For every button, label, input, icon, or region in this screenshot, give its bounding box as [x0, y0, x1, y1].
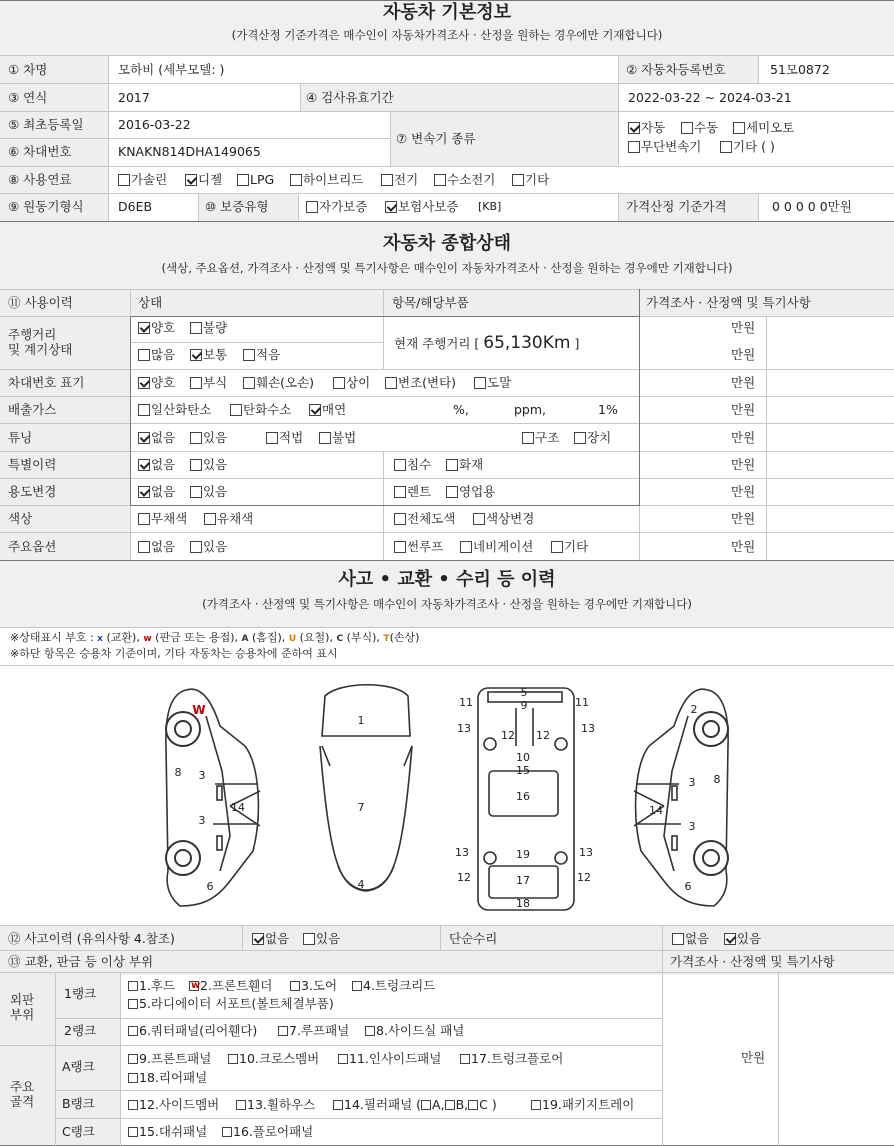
tuning-structure-checkbox[interactable] — [522, 432, 534, 444]
trans-semi-checkbox[interactable] — [733, 122, 745, 134]
part-4-checkbox[interactable] — [352, 981, 362, 991]
rankB-label: B랭크 — [62, 1096, 95, 1111]
vin-diff-checkbox[interactable] — [333, 377, 345, 389]
color-label: 색상 — [8, 511, 33, 526]
options-exists-option[interactable]: 있음 — [190, 540, 227, 554]
options-sunroof-option[interactable]: 썬루프 — [394, 540, 443, 554]
special-none-checkbox[interactable] — [138, 459, 150, 471]
tuning-label: 튜닝 — [8, 430, 33, 445]
first-reg-value: 2016-03-22 — [118, 117, 191, 132]
svg-text:14: 14 — [231, 801, 245, 814]
repair-exists-checkbox[interactable] — [724, 933, 736, 945]
part-13-item[interactable]: 13.휠하우스 — [236, 1098, 315, 1112]
purpose-price-unit: 만원 — [731, 484, 756, 499]
purpose-rent-checkbox[interactable] — [394, 486, 406, 498]
car-body-diagram — [0, 666, 894, 924]
special-exists-option[interactable]: 있음 — [190, 458, 227, 472]
svg-text:13: 13 — [457, 722, 471, 735]
svg-text:12: 12 — [577, 871, 591, 884]
fuel-gasoline-checkbox[interactable] — [118, 174, 130, 186]
vin-mark-label: 차대번호 표기 — [8, 375, 85, 390]
em-smoke-option[interactable]: 매연 — [309, 403, 346, 417]
legend-w: w — [143, 634, 152, 644]
part-1-item[interactable]: 1.후드 — [128, 979, 175, 993]
color-fullpaint-option[interactable]: 전체도색 — [394, 512, 455, 526]
svg-text:12: 12 — [536, 729, 550, 742]
fuel-hydrogen-option[interactable]: 수소전기 — [434, 173, 495, 187]
car-name-label: ① 차명 — [8, 62, 48, 77]
part-9-item[interactable]: 9.프론트패널 — [128, 1052, 211, 1066]
repair-exists-option[interactable]: 있음 — [724, 932, 761, 946]
status-title: 자동차 종합상태 — [383, 233, 511, 254]
part-16-item[interactable]: 16.플로어패널 — [222, 1125, 313, 1139]
part-13-checkbox[interactable] — [236, 1100, 246, 1110]
em-co-checkbox[interactable] — [138, 404, 150, 416]
purpose-none-option[interactable]: 없음 — [138, 485, 175, 499]
mileage-normal-checkbox[interactable] — [190, 349, 202, 361]
svg-text:8: 8 — [713, 773, 721, 786]
warranty-kb: [KB] — [478, 200, 502, 213]
part-5-item[interactable]: 5.라디에이터 서포트(볼트체결부품) — [128, 997, 334, 1011]
vin-alter-checkbox[interactable] — [385, 377, 397, 389]
trans-semi-option[interactable]: 세미오토 — [733, 121, 794, 135]
tuning-legal-option[interactable]: 적법 — [266, 431, 303, 445]
fuel-hybrid-option[interactable]: 하이브리드 — [290, 173, 363, 187]
fuel-diesel-option[interactable]: 디젤 — [185, 173, 222, 187]
svg-text:3: 3 — [688, 820, 696, 833]
legend-x: x — [97, 634, 103, 644]
accident-exists-checkbox[interactable] — [303, 933, 315, 945]
accident-title: 사고 • 교환 • 수리 등 이력 — [338, 569, 556, 590]
fuel-other-checkbox[interactable] — [512, 174, 524, 186]
col-price-header: 가격조사 · 산정액 및 특기사항 — [646, 295, 811, 310]
vin-alter-option[interactable]: 변조(변타) — [385, 376, 456, 390]
legend-note: ※하단 항목은 승용차 기준이며, 기타 자동차는 승용차에 준하여 표시 — [10, 647, 338, 660]
part-18-item[interactable]: 18.리어패널 — [128, 1071, 207, 1085]
mileage-label-1: 주행거리 — [8, 327, 57, 342]
options-navi-checkbox[interactable] — [460, 541, 472, 553]
vin-damage-checkbox[interactable] — [243, 377, 255, 389]
options-label: 주요옵션 — [8, 539, 57, 554]
pillar-a-checkbox[interactable] — [421, 1100, 431, 1110]
exchange-price-header: 가격조사 · 산정액 및 특기사항 — [670, 954, 835, 969]
svg-text:1: 1 — [357, 714, 365, 727]
mileage-few-checkbox[interactable] — [243, 349, 255, 361]
color-change-checkbox[interactable] — [473, 513, 485, 525]
rank2-label: 2랭크 — [64, 1023, 97, 1038]
pillar-b-checkbox[interactable] — [445, 1100, 455, 1110]
svg-text:10: 10 — [516, 751, 530, 764]
tuning-none-option[interactable]: 없음 — [138, 431, 175, 445]
part-6-item[interactable]: 6.쿼터패널(리어휀다) — [128, 1024, 257, 1038]
part-7-checkbox[interactable] — [278, 1026, 288, 1036]
vin-price-unit: 만원 — [731, 375, 756, 390]
vin-good-checkbox[interactable] — [138, 377, 150, 389]
special-fire-option[interactable]: 화재 — [446, 458, 483, 472]
part-5-checkbox[interactable] — [128, 999, 138, 1009]
vin-good-option[interactable]: 양호 — [138, 376, 175, 390]
pillar-c-checkbox[interactable] — [468, 1100, 478, 1110]
special-flood-checkbox[interactable] — [394, 459, 406, 471]
legend-c: C — [336, 634, 344, 644]
emission-label: 배출가스 — [8, 402, 57, 417]
special-fire-checkbox[interactable] — [446, 459, 458, 471]
svg-text:12: 12 — [501, 729, 515, 742]
trans-cvt-checkbox[interactable] — [628, 141, 640, 153]
basic-info-subtitle: (가격산정 기준가격은 매수인이 자동차가격조사 · 산정을 원하는 경우에만 기재합니다) — [231, 28, 663, 42]
accident-none-option[interactable]: 없음 — [252, 932, 289, 946]
svg-text:3: 3 — [198, 769, 206, 782]
part-17-item[interactable]: 17.트렁크플로어 — [460, 1052, 563, 1066]
year-value: 2017 — [118, 90, 150, 105]
trans-manual-checkbox[interactable] — [681, 122, 693, 134]
part-12-checkbox[interactable] — [128, 1100, 138, 1110]
purpose-business-checkbox[interactable] — [446, 486, 458, 498]
svg-text:4: 4 — [357, 878, 365, 891]
reg-no-label: ② 자동차등록번호 — [626, 62, 726, 77]
status-subtitle: (색상, 주요옵션, 가격조사 · 산정액 및 특기사항은 매수인이 자동차가격조사 · 산정을 원하는 경우에만 기재합니다) — [161, 261, 733, 275]
warranty-self-option[interactable]: 자가보증 — [306, 200, 367, 214]
mileage-price-unit-2: 만원 — [731, 347, 756, 362]
mileage-bad-option[interactable]: 불량 — [190, 321, 227, 335]
tuning-legal-checkbox[interactable] — [266, 432, 278, 444]
fuel-gasoline-option[interactable]: 가솔린 — [118, 173, 167, 187]
outer-panel-label-2: 부위 — [10, 1007, 35, 1022]
svg-text:7: 7 — [357, 801, 365, 814]
accident-none-checkbox[interactable] — [252, 933, 264, 945]
inspection-label: ④ 검사유효기간 — [306, 90, 394, 105]
part-1-checkbox[interactable] — [128, 981, 138, 991]
color-change-option[interactable]: 색상변경 — [473, 512, 534, 526]
mileage-many-option[interactable]: 많음 — [138, 348, 175, 362]
svg-text:18: 18 — [516, 897, 530, 910]
part-4-item[interactable]: 4.트렁크리드 — [352, 979, 435, 993]
options-other-option[interactable]: 기타 — [551, 540, 588, 554]
svg-text:6: 6 — [684, 880, 692, 893]
repair-none-option[interactable]: 없음 — [672, 932, 709, 946]
purpose-exists-checkbox[interactable] — [190, 486, 202, 498]
em-value: 1% — [598, 402, 618, 417]
part-11-checkbox[interactable] — [338, 1054, 348, 1064]
color-chromatic-checkbox[interactable] — [204, 513, 216, 525]
fuel-label: ⑧ 사용연료 — [8, 172, 72, 187]
mileage-price-unit-1: 만원 — [731, 320, 756, 335]
svg-text:8: 8 — [174, 766, 182, 779]
legend-u: U — [288, 634, 297, 644]
special-exists-checkbox[interactable] — [190, 459, 202, 471]
fuel-hydrogen-checkbox[interactable] — [434, 174, 446, 186]
fuel-hybrid-checkbox[interactable] — [290, 174, 302, 186]
svg-text:11: 11 — [459, 696, 473, 709]
main-frame-label-1: 주요 — [10, 1079, 35, 1094]
exchange-label: ⑬ 교환, 판금 등 이상 부위 — [8, 954, 154, 969]
part-19-checkbox[interactable] — [531, 1100, 541, 1110]
fuel-other-option[interactable]: 기타 — [512, 173, 549, 187]
svg-text:14: 14 — [649, 804, 663, 817]
price-value: 0 0 0 0 0만원 — [772, 199, 852, 214]
tuning-device-option[interactable]: 장치 — [574, 431, 611, 445]
trans-auto-option[interactable]: 자동 — [628, 121, 665, 135]
part-8-checkbox[interactable] — [365, 1026, 375, 1036]
svg-text:15: 15 — [516, 764, 530, 777]
purpose-business-option[interactable]: 영업용 — [446, 485, 495, 499]
special-price-unit: 만원 — [731, 457, 756, 472]
part-16-checkbox[interactable] — [222, 1127, 232, 1137]
vin-stolen-checkbox[interactable] — [474, 377, 486, 389]
part-10-checkbox[interactable] — [228, 1054, 238, 1064]
color-price-unit: 만원 — [731, 511, 756, 526]
vin-value: KNAKN814DHA149065 — [118, 144, 261, 159]
warranty-ins-checkbox[interactable] — [385, 201, 397, 213]
color-achromatic-checkbox[interactable] — [138, 513, 150, 525]
options-none-option[interactable]: 없음 — [138, 540, 175, 554]
part-3-checkbox[interactable] — [290, 981, 300, 991]
svg-text:12: 12 — [457, 871, 471, 884]
svg-text:19: 19 — [516, 848, 530, 861]
em-pct: %, — [453, 402, 469, 417]
purpose-rent-option[interactable]: 렌트 — [394, 485, 431, 499]
col-item-header: 항목/해당부품 — [392, 295, 469, 310]
col-state-header: 상태 — [138, 295, 163, 310]
part-8-item[interactable]: 8.사이드실 패널 — [365, 1024, 464, 1038]
options-exists-checkbox[interactable] — [190, 541, 202, 553]
svg-text:13: 13 — [455, 846, 469, 859]
mileage-good-option[interactable]: 양호 — [138, 321, 175, 335]
legend-t: T — [383, 634, 390, 644]
options-navi-option[interactable]: 네비게이션 — [460, 540, 533, 554]
vin-label: ⑥ 차대번호 — [8, 144, 72, 159]
svg-text:17: 17 — [516, 874, 530, 887]
year-label: ③ 연식 — [8, 90, 48, 105]
svg-text:6: 6 — [206, 880, 214, 893]
basic-info-title: 자동차 기본정보 — [383, 2, 511, 23]
svg-text:5: 5 — [520, 686, 528, 699]
options-other-checkbox[interactable] — [551, 541, 563, 553]
transmission-label: ⑦ 변속기 종류 — [396, 131, 476, 146]
accident-subtitle: (가격조사 · 산정액 및 특기사항은 매수인이 자동차가격조사 · 산정을 원하는 경우에만 기재합니다) — [202, 597, 692, 611]
svg-text:3: 3 — [198, 814, 206, 827]
rankA-label: A랭크 — [62, 1059, 95, 1074]
options-none-checkbox[interactable] — [138, 541, 150, 553]
color-achromatic-option[interactable]: 무채색 — [138, 512, 187, 526]
legend-a: A — [241, 634, 249, 644]
mileage-normal-option[interactable]: 보통 — [190, 348, 227, 362]
main-frame-label-2: 골격 — [10, 1094, 35, 1109]
reg-no-value: 51모0872 — [770, 62, 830, 77]
part-15-checkbox[interactable] — [128, 1127, 138, 1137]
price-label: 가격산정 기준가격 — [626, 199, 727, 214]
part-7-item[interactable]: 7.루프패널 — [278, 1024, 349, 1038]
tuning-none-checkbox[interactable] — [138, 432, 150, 444]
vin-stolen-option[interactable]: 도말 — [474, 376, 511, 390]
fuel-diesel-checkbox[interactable] — [185, 174, 197, 186]
svg-text:3: 3 — [688, 776, 696, 789]
svg-text:13: 13 — [579, 846, 593, 859]
accident-history-label: ⑫ 사고이력 (유의사항 4.참조) — [8, 931, 175, 946]
tuning-exists-option[interactable]: 있음 — [190, 431, 227, 445]
tuning-device-checkbox[interactable] — [574, 432, 586, 444]
car-name-value: 모하비 (세부모델: ) — [118, 62, 225, 77]
purpose-exists-option[interactable]: 있음 — [190, 485, 227, 499]
engine-value: D6EB — [118, 199, 153, 214]
vin-diff-option[interactable]: 상이 — [333, 376, 370, 390]
emission-price-unit: 만원 — [731, 402, 756, 417]
exchange-price-unit: 만원 — [741, 1050, 766, 1065]
fuel-electric-checkbox[interactable] — [381, 174, 393, 186]
svg-text:2: 2 — [690, 703, 698, 716]
part-3-item[interactable]: 3.도어 — [290, 979, 337, 993]
first-reg-label: ⑤ 최초등록일 — [8, 117, 84, 132]
svg-text:9: 9 — [520, 699, 528, 712]
mileage-few-option[interactable]: 적음 — [243, 348, 280, 362]
svg-text:13: 13 — [581, 722, 595, 735]
inspection-value: 2022-03-22 ~ 2024-03-21 — [628, 90, 792, 105]
trans-manual-option[interactable]: 수동 — [681, 121, 718, 135]
vin-corrode-checkbox[interactable] — [190, 377, 202, 389]
outer-panel-label-1: 외판 — [10, 992, 35, 1007]
em-co-option[interactable]: 일산화탄소 — [138, 403, 211, 417]
trans-auto-checkbox[interactable] — [628, 122, 640, 134]
col-usage-header: ⑪ 사용이력 — [8, 295, 73, 310]
trans-other-option[interactable]: 기타 ( ) — [720, 140, 775, 154]
part-6-checkbox[interactable] — [128, 1026, 138, 1036]
tuning-price-unit: 만원 — [731, 430, 756, 445]
em-hc-option[interactable]: 탄화수소 — [230, 403, 291, 417]
part-18-checkbox[interactable] — [128, 1073, 138, 1083]
tuning-exists-checkbox[interactable] — [190, 432, 202, 444]
part-14-item[interactable]: 14.필러패널 ( A, B, C ) — [333, 1098, 497, 1112]
part-15-item[interactable]: 15.대쉬패널 — [128, 1125, 207, 1139]
mileage-bad-checkbox[interactable] — [190, 322, 202, 334]
vin-corrode-option[interactable]: 부식 — [190, 376, 227, 390]
em-hc-checkbox[interactable] — [230, 404, 242, 416]
warranty-label: ⑩ 보증유형 — [205, 199, 269, 214]
svg-text:16: 16 — [516, 790, 530, 803]
part-11-item[interactable]: 11.인사이드패널 — [338, 1052, 441, 1066]
mileage-label-2: 및 계기상태 — [8, 342, 73, 357]
rankC-label: C랭크 — [62, 1124, 95, 1139]
mileage-many-checkbox[interactable] — [138, 349, 150, 361]
trans-cvt-option[interactable]: 무단변속기 — [628, 140, 701, 154]
part-10-item[interactable]: 10.크로스멤버 — [228, 1052, 319, 1066]
simple-repair-label: 단순수리 — [449, 931, 498, 946]
accident-exists-option[interactable]: 있음 — [303, 932, 340, 946]
mileage-text: 현재 주행거리 [ 65,130Km ] — [394, 333, 580, 353]
rank1-label: 1랭크 — [64, 986, 97, 1001]
repair-none-checkbox[interactable] — [672, 933, 684, 945]
engine-label: ⑨ 원동기형식 — [8, 199, 84, 214]
mileage-good-checkbox[interactable] — [138, 322, 150, 334]
tuning-illegal-checkbox[interactable] — [319, 432, 331, 444]
color-fullpaint-checkbox[interactable] — [394, 513, 406, 525]
options-price-unit: 만원 — [731, 539, 756, 554]
legend-symbols: ※상태표시 부호 : x (교환), w (판금 또는 용접), A (흠집), U (요철), C (부식), T(손상) — [10, 631, 420, 644]
part-17-checkbox[interactable] — [460, 1054, 470, 1064]
em-ppm: ppm, — [514, 402, 547, 417]
part-19-item[interactable]: 19.패키지트레이 — [531, 1098, 634, 1112]
part-14-checkbox[interactable] — [333, 1100, 343, 1110]
color-chromatic-option[interactable]: 유채색 — [204, 512, 253, 526]
svg-text:11: 11 — [575, 696, 589, 709]
purpose-label: 용도변경 — [8, 484, 57, 499]
part-9-checkbox[interactable] — [128, 1054, 138, 1064]
vin-damage-option[interactable]: 훼손(오손) — [243, 376, 314, 390]
special-flood-option[interactable]: 침수 — [394, 458, 431, 472]
purpose-none-checkbox[interactable] — [138, 486, 150, 498]
tuning-illegal-option[interactable]: 불법 — [319, 431, 356, 445]
em-smoke-checkbox[interactable] — [309, 404, 321, 416]
special-none-option[interactable]: 없음 — [138, 458, 175, 472]
trans-other-checkbox[interactable] — [720, 141, 732, 153]
warranty-self-checkbox[interactable] — [306, 201, 318, 213]
options-sunroof-checkbox[interactable] — [394, 541, 406, 553]
tuning-structure-option[interactable]: 구조 — [522, 431, 559, 445]
fuel-electric-option[interactable]: 전기 — [381, 173, 418, 187]
part-2-checkbox[interactable]: w — [191, 980, 201, 991]
special-label: 특별이력 — [8, 457, 57, 472]
part-2-item[interactable]: w 2.프론트휀더 — [191, 978, 273, 993]
part-12-item[interactable]: 12.사이드멤버 — [128, 1098, 219, 1112]
warranty-ins-option[interactable]: 보험사보증 — [385, 200, 458, 214]
diagram-w-mark: W — [192, 703, 206, 717]
fuel-lpg-option[interactable]: LPG — [237, 173, 274, 187]
fuel-lpg-checkbox[interactable] — [237, 174, 249, 186]
